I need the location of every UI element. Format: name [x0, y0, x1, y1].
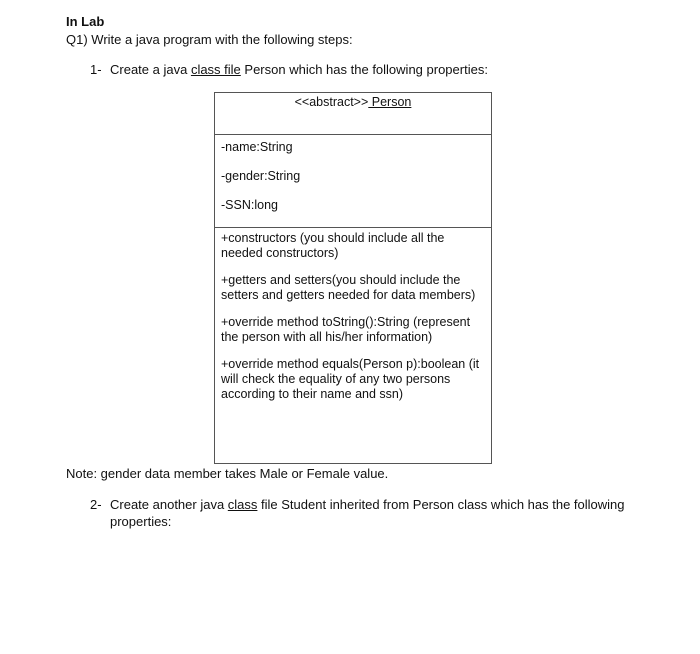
- step-2: [90, 496, 650, 530]
- uml-class-diagram: [214, 92, 492, 464]
- uml-attribute: -SSN:long: [221, 198, 278, 212]
- step-2-text-after: file Student inherited from Person class which has the following properties:: [110, 497, 625, 529]
- step-2-body: [90, 496, 650, 530]
- question-text: Q1) Write a java program with the following steps:: [66, 32, 353, 47]
- uml-class-name: Person: [368, 95, 412, 109]
- uml-attribute: -name:String: [221, 140, 293, 154]
- uml-stereotype: <<abstract>>: [294, 95, 369, 109]
- uml-method: +override method equals(Person p):boolean (it will check the equality of any two persons according to their name and ssn): [221, 357, 480, 401]
- uml-method: +getters and setters(you should include the setters and getters needed for data members): [221, 273, 476, 302]
- uml-methods-box: [215, 228, 491, 402]
- step-1-underlined-text: class file: [190, 62, 241, 77]
- uml-method: +override method toString():String (represent the person with all his/her information): [221, 315, 471, 344]
- uml-method: +constructors (you should include all the needed constructors): [221, 231, 445, 260]
- step-1-text-after: Person which has the following properties:: [240, 62, 488, 77]
- uml-attributes-box: [215, 135, 491, 228]
- step-1: [90, 62, 488, 77]
- step-2-number: 2-: [90, 497, 102, 512]
- step-2-text-before: Create another java: [110, 497, 228, 512]
- step-1-number: 1-: [90, 62, 102, 77]
- note-text: Note: gender data member takes Male or Female value.: [66, 466, 389, 481]
- uml-class-name-box: [215, 93, 491, 135]
- uml-attribute: -gender:String: [221, 169, 301, 183]
- section-heading: In Lab: [66, 14, 105, 29]
- step-2-underlined-text: class: [227, 497, 258, 512]
- step-1-text-before: Create a java: [110, 62, 191, 77]
